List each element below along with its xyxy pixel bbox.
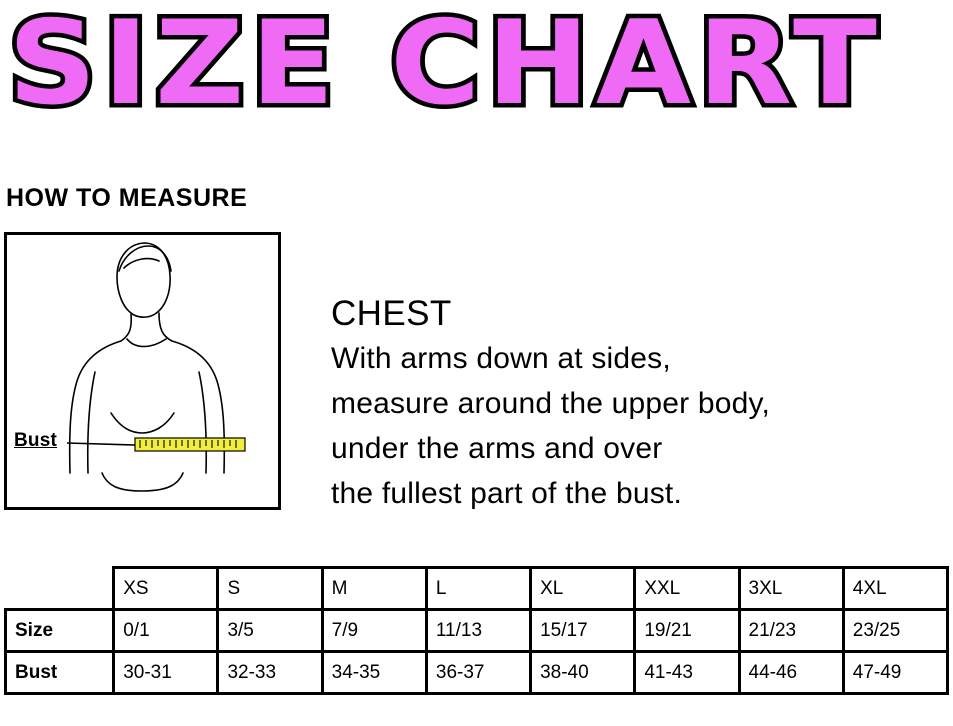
cell-size-4xl: 23/25	[843, 610, 947, 652]
bust-callout-label: Bust	[14, 430, 58, 451]
chest-line-4: the fullest part of the bust.	[331, 477, 683, 510]
table-row	[6, 652, 948, 694]
page-title-banner	[0, 0, 953, 150]
cell-size-xl: 15/17	[531, 610, 635, 652]
chest-line-1: With arms down at sides,	[331, 342, 671, 375]
chest-line-3: under the arms and over	[331, 432, 663, 465]
cell-size-m: 7/9	[322, 610, 426, 652]
table-corner-cell	[6, 568, 114, 610]
chest-description	[331, 292, 941, 516]
cell-bust-xs: 30-31	[114, 652, 218, 694]
size-chart-table	[4, 566, 949, 695]
row-header-size: Size	[6, 610, 114, 652]
measurement-illustration	[4, 232, 281, 510]
column-header-l: L	[426, 568, 530, 610]
page-title: SIZE CHART	[8, 0, 884, 131]
cell-size-s: 3/5	[218, 610, 322, 652]
cell-bust-4xl: 47-49	[843, 652, 947, 694]
column-header-s: S	[218, 568, 322, 610]
cell-bust-m: 34-35	[322, 652, 426, 694]
row-header-bust: Bust	[6, 652, 114, 694]
cell-bust-xxl: 41-43	[635, 652, 739, 694]
table-header-row	[6, 568, 948, 610]
column-header-m: M	[322, 568, 426, 610]
chest-heading: CHEST	[331, 294, 452, 333]
column-header-xs: XS	[114, 568, 218, 610]
cell-size-xs: 0/1	[114, 610, 218, 652]
column-header-3xl: 3XL	[739, 568, 843, 610]
chest-line-2: measure around the upper body,	[331, 387, 771, 420]
cell-bust-3xl: 44-46	[739, 652, 843, 694]
cell-size-xxl: 19/21	[635, 610, 739, 652]
how-to-measure-heading: HOW TO MEASURE	[6, 184, 248, 212]
cell-size-l: 11/13	[426, 610, 530, 652]
cell-bust-xl: 38-40	[531, 652, 635, 694]
column-header-xxl: XXL	[635, 568, 739, 610]
cell-bust-s: 32-33	[218, 652, 322, 694]
column-header-4xl: 4XL	[843, 568, 947, 610]
cell-size-3xl: 21/23	[739, 610, 843, 652]
table-row	[6, 610, 948, 652]
column-header-xl: XL	[531, 568, 635, 610]
cell-bust-l: 36-37	[426, 652, 530, 694]
